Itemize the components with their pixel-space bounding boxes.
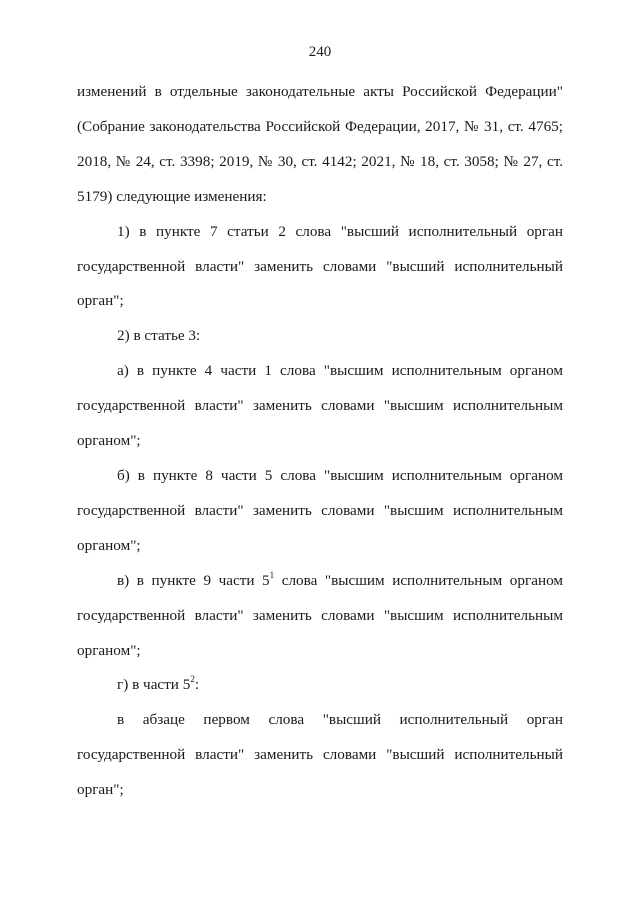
document-body: [77, 75, 563, 808]
paragraph-item-a: а) в пункте 4 части 1 слова "высшим исполнительным органом государственной власти" заменить словами "высшим исполнительным органом";: [77, 362, 563, 450]
paragraph-item-1: 1) в пункте 7 статьи 2 слова "высший исполнительный орган государственной власти" заменить словами "высший исполнительный орган";: [77, 222, 563, 310]
paragraph-item-g-text-before: г) в части 5: [117, 676, 191, 694]
paragraph-abzac-first-line: в абзаце первом слова "высший исполнительный орган: [117, 711, 563, 729]
page-number: 240: [308, 44, 332, 60]
paragraph-item-b: б) в пункте 8 части 5 слова "высшим исполнительным органом государственной власти" заменить словами "высшим исполнительным органом";: [77, 466, 563, 554]
paragraph-item-v-text-before: в) в пункте 9 части 5: [117, 571, 270, 589]
paragraph-item-g: [77, 668, 563, 703]
paragraph-item-g-text-after: :: [194, 676, 200, 694]
paragraph-item-v: [77, 564, 563, 669]
paragraph-amendment-intro: изменений в отдельные законодательные акты Российской Федерации" (Собрание законодательства Российской Федерации, 2017, № 31, ст. 4765; 2018, № 24, ст. 3398; 2019, № 30, ст. 4142; 2021, № 18, ст. 3058; № 27, ст. 5179) следующие изменения:: [77, 83, 563, 205]
paragraph-abzac-first-rest: государственной власти" заменить словами "высший исполнительный орган";: [77, 746, 563, 799]
superscript-index: 2: [190, 674, 195, 685]
paragraph-item-v-text-after: слова "высшим исполнительным органом государственной власти" заменить словами "высшим исполнительным органом";: [77, 571, 563, 659]
paragraph-abzac-first: [77, 703, 563, 808]
paragraph-item-2: 2) в статье 3:: [117, 327, 201, 345]
superscript-index: 1: [269, 569, 275, 580]
